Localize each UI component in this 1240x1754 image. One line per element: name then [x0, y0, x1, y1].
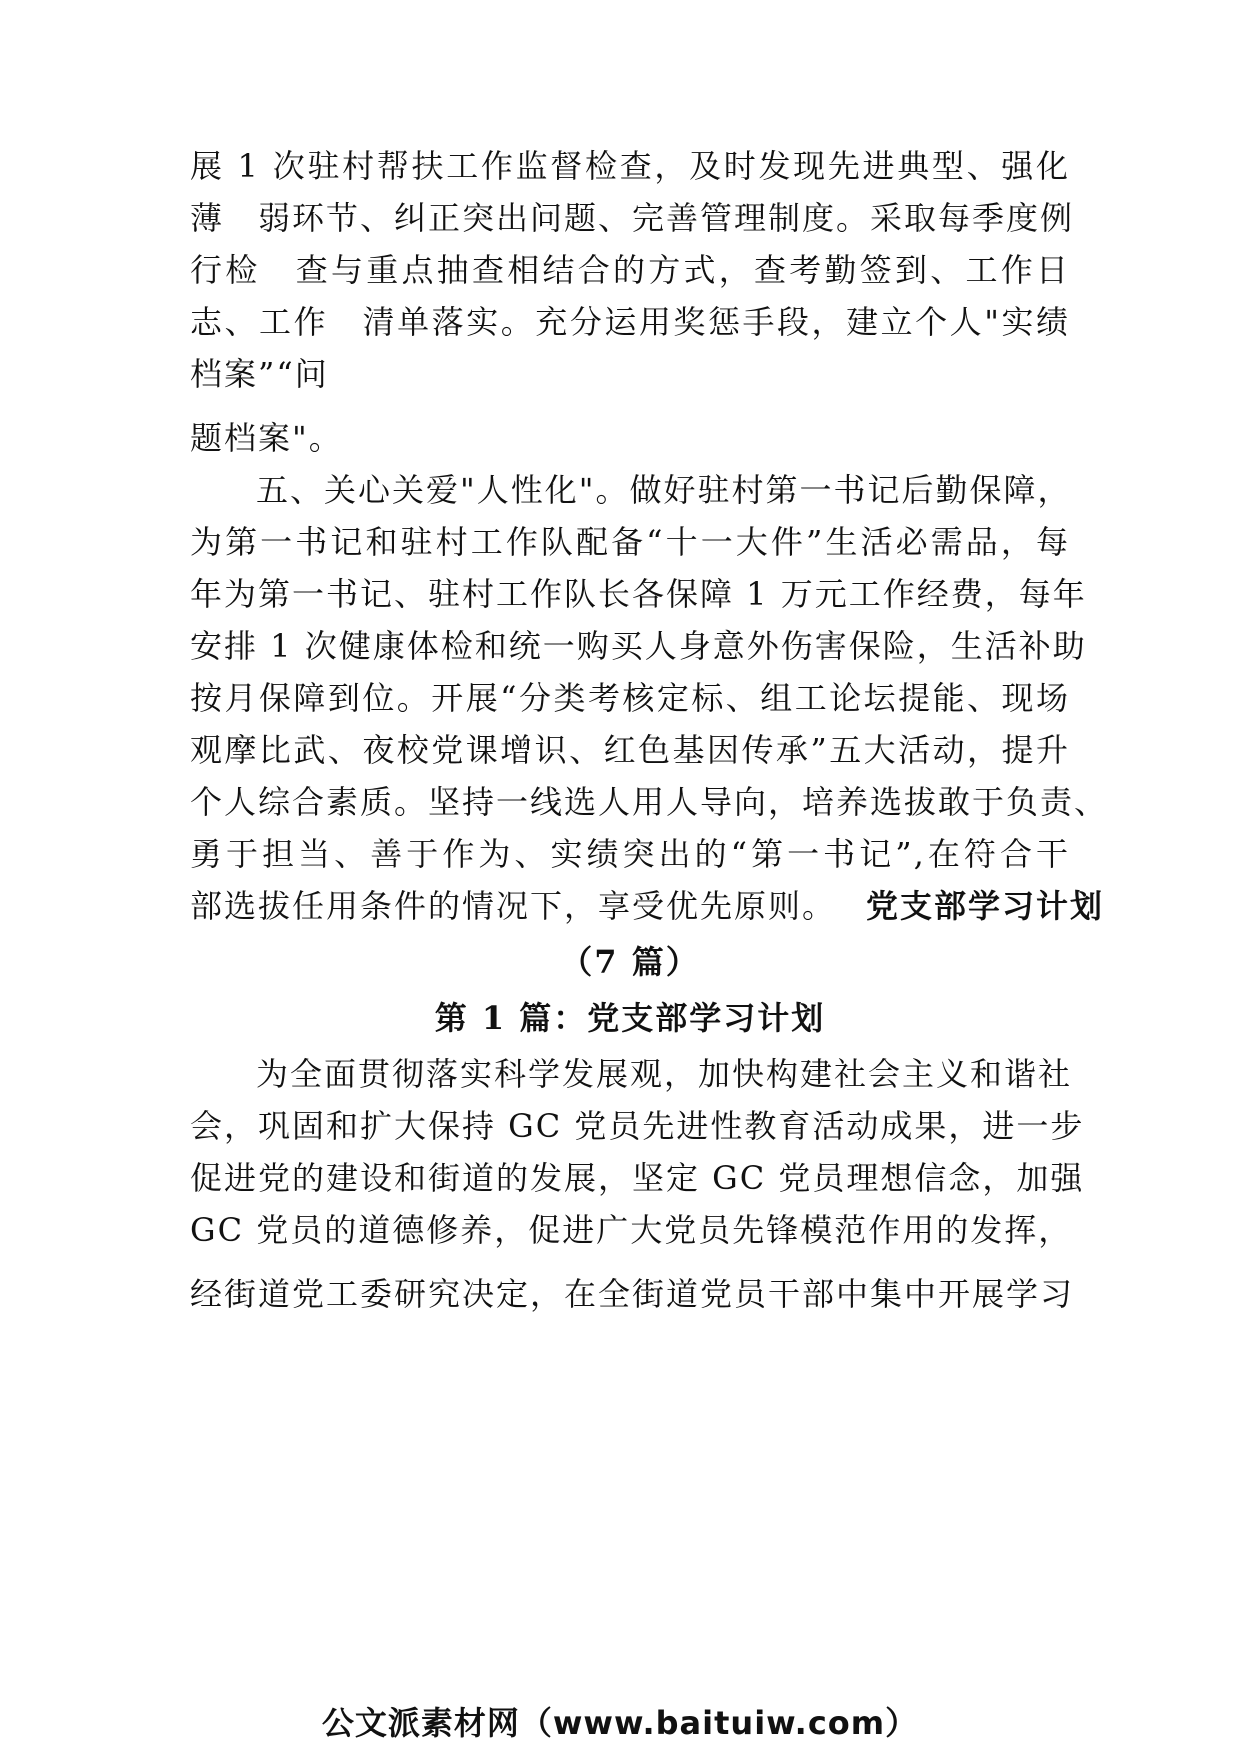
body-line: 志、工作 清单落实。充分运用奖惩手段，建立个人"实绩	[190, 303, 1070, 341]
document-title-count: （7 篇）	[560, 943, 700, 981]
body-line: 会，巩固和扩大保持 GC 党员先进性教育活动成果，进一步	[190, 1107, 1085, 1145]
body-line: 展 1 次驻村帮扶工作监督检查，及时发现先进典型、强化	[190, 147, 1070, 185]
body-line-with-heading	[190, 886, 1105, 926]
footer-source: 公文派素材网（www.baituiw.com）	[321, 1704, 919, 1742]
body-line: 为第一书记和驻村工作队配备“十一大件”生活必需品，每	[190, 523, 1070, 561]
document-title-inline: 党支部学习计划	[866, 887, 1105, 925]
body-line: 促进党的建设和街道的发展，坚定 GC 党员理想信念，加强	[190, 1159, 1085, 1197]
body-line: 按月保障到位。开展“分类考核定标、组工论坛提能、现场	[190, 679, 1070, 717]
body-line: 经街道党工委研究决定，在全街道党员干部中集中开展学习	[190, 1275, 1075, 1313]
section-heading: 第 1 篇：党支部学习计划	[434, 999, 826, 1037]
body-line: 题档案"。	[190, 419, 343, 457]
body-line: 勇于担当、善于作为、实绩突出的“第一书记”,在符合干	[190, 835, 1070, 873]
body-line-text: 部选拔任用条件的情况下，享受优先原则。	[190, 887, 837, 925]
body-line: 档案”“问	[190, 355, 329, 393]
body-line: 安排 1 次健康体检和统一购买人身意外伤害保险，生活补助	[190, 627, 1087, 665]
body-line: GC 党员的道德修养，促进广大党员先锋模范作用的发挥，	[190, 1211, 1073, 1249]
body-line: 薄 弱环节、纠正突出问题、完善管理制度。采取每季度例	[190, 199, 1075, 237]
section-five-first-line: 五、关心关爱"人性化"。做好驻村第一书记后勤保障，	[256, 471, 1072, 509]
body-line: 个人综合素质。坚持一线选人用人导向，培养选拔敢于负责、	[190, 783, 1109, 821]
body-line: 年为第一书记、驻村工作队长各保障 1 万元工作经费，每年	[190, 575, 1087, 613]
body-line: 行检 查与重点抽查相结合的方式，查考勤签到、工作日	[190, 251, 1070, 289]
body-line: 观摩比武、夜校党课增识、红色基因传承”五大活动，提升	[190, 731, 1070, 769]
body-line: 为全面贯彻落实科学发展观，加快构建社会主义和谐社	[256, 1055, 1073, 1093]
